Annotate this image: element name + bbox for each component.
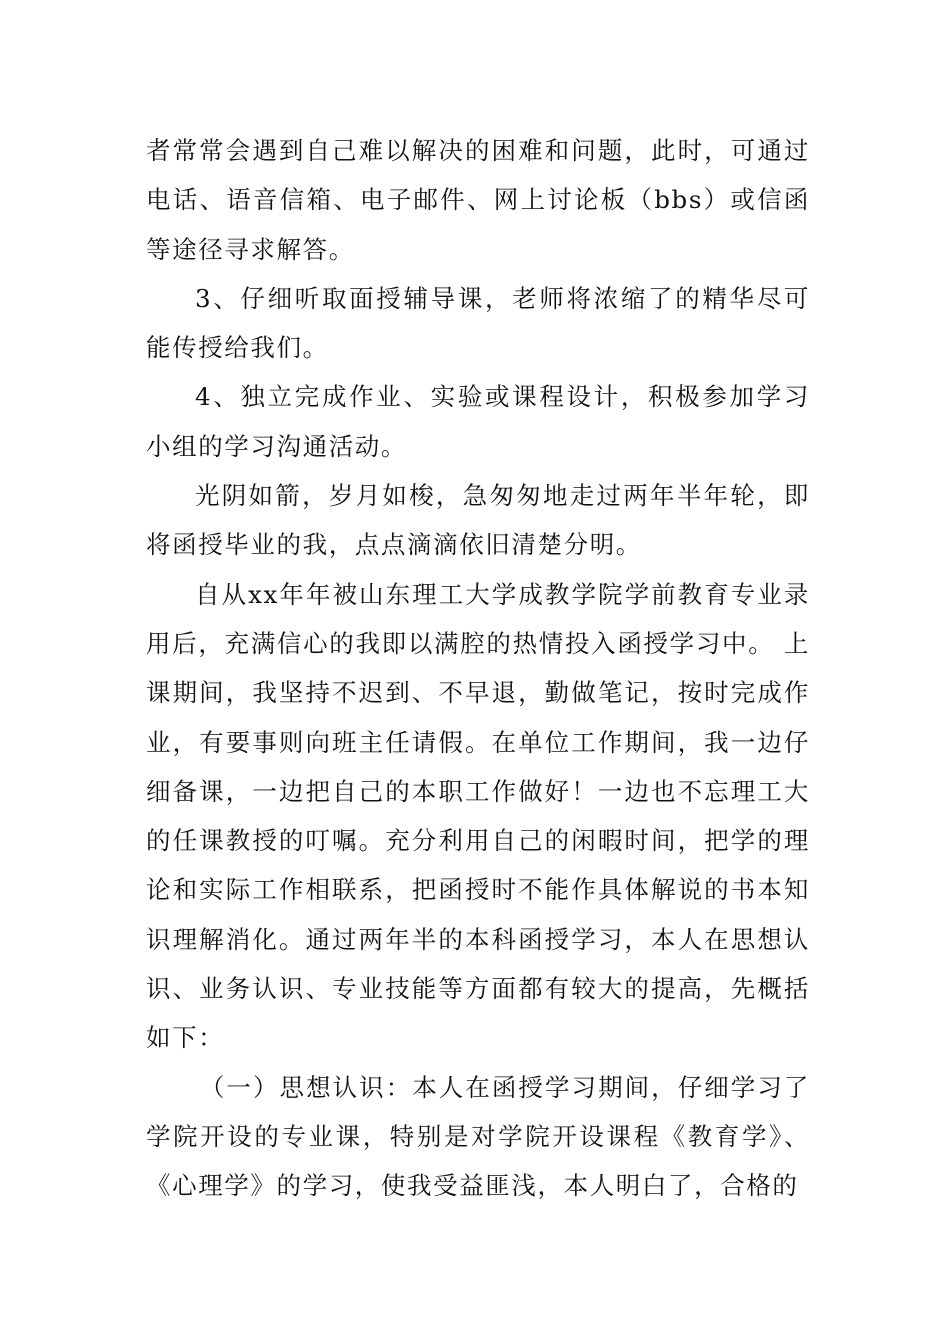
paragraph-since-admission: 自从xx年年被山东理工大学成教学院学前教育专业录用后，充满信心的我即以满腔的热情投入函授学习中。 上课期间，我坚持不迟到、不早退，勤做笔记，按时完成作业，有要事则向班主任请假。在单位工作期间，我一边仔细备课，一边把自己的本职工作做好！一边也不忘理工大的任课教授的叮嘱。充分利用自己的闲暇时间，把学的理论和实际工作相联系，把函授时不能作具体解说的书本知识理解消化。通过两年半的本科函授学习，本人在思想认识、业务认识、专业技能等方面都有较大的提高，先概括如下： [146,579,810,1053]
paragraph-time-flies: 光阴如箭，岁月如梭，急匆匆地走过两年半年轮，即将函授毕业的我，点点滴滴依旧清楚分明。 [146,481,810,560]
paragraph-item-4: 4、独立完成作业、实验或课程设计，积极参加学习小组的学习沟通活动。 [146,382,810,461]
paragraph-continuation: 者常常会遇到自己难以解决的困难和问题，此时，可通过电话、语音信箱、电子邮件、网上讨论板（bbs）或信函等途径寻求解答。 [146,136,810,264]
body-text [146,126,810,1211]
paragraph-item-3: 3、仔细听取面授辅导课，老师将浓缩了的精华尽可能传授给我们。 [146,283,810,363]
paragraph-ideological-awareness: （一）思想认识：本人在函授学习期间，仔细学习了学院开设的专业课，特别是对学院开设课程《教育学》、《心理学》的学习，使我受益匪浅，本人明白了，合格的 [146,1072,810,1201]
